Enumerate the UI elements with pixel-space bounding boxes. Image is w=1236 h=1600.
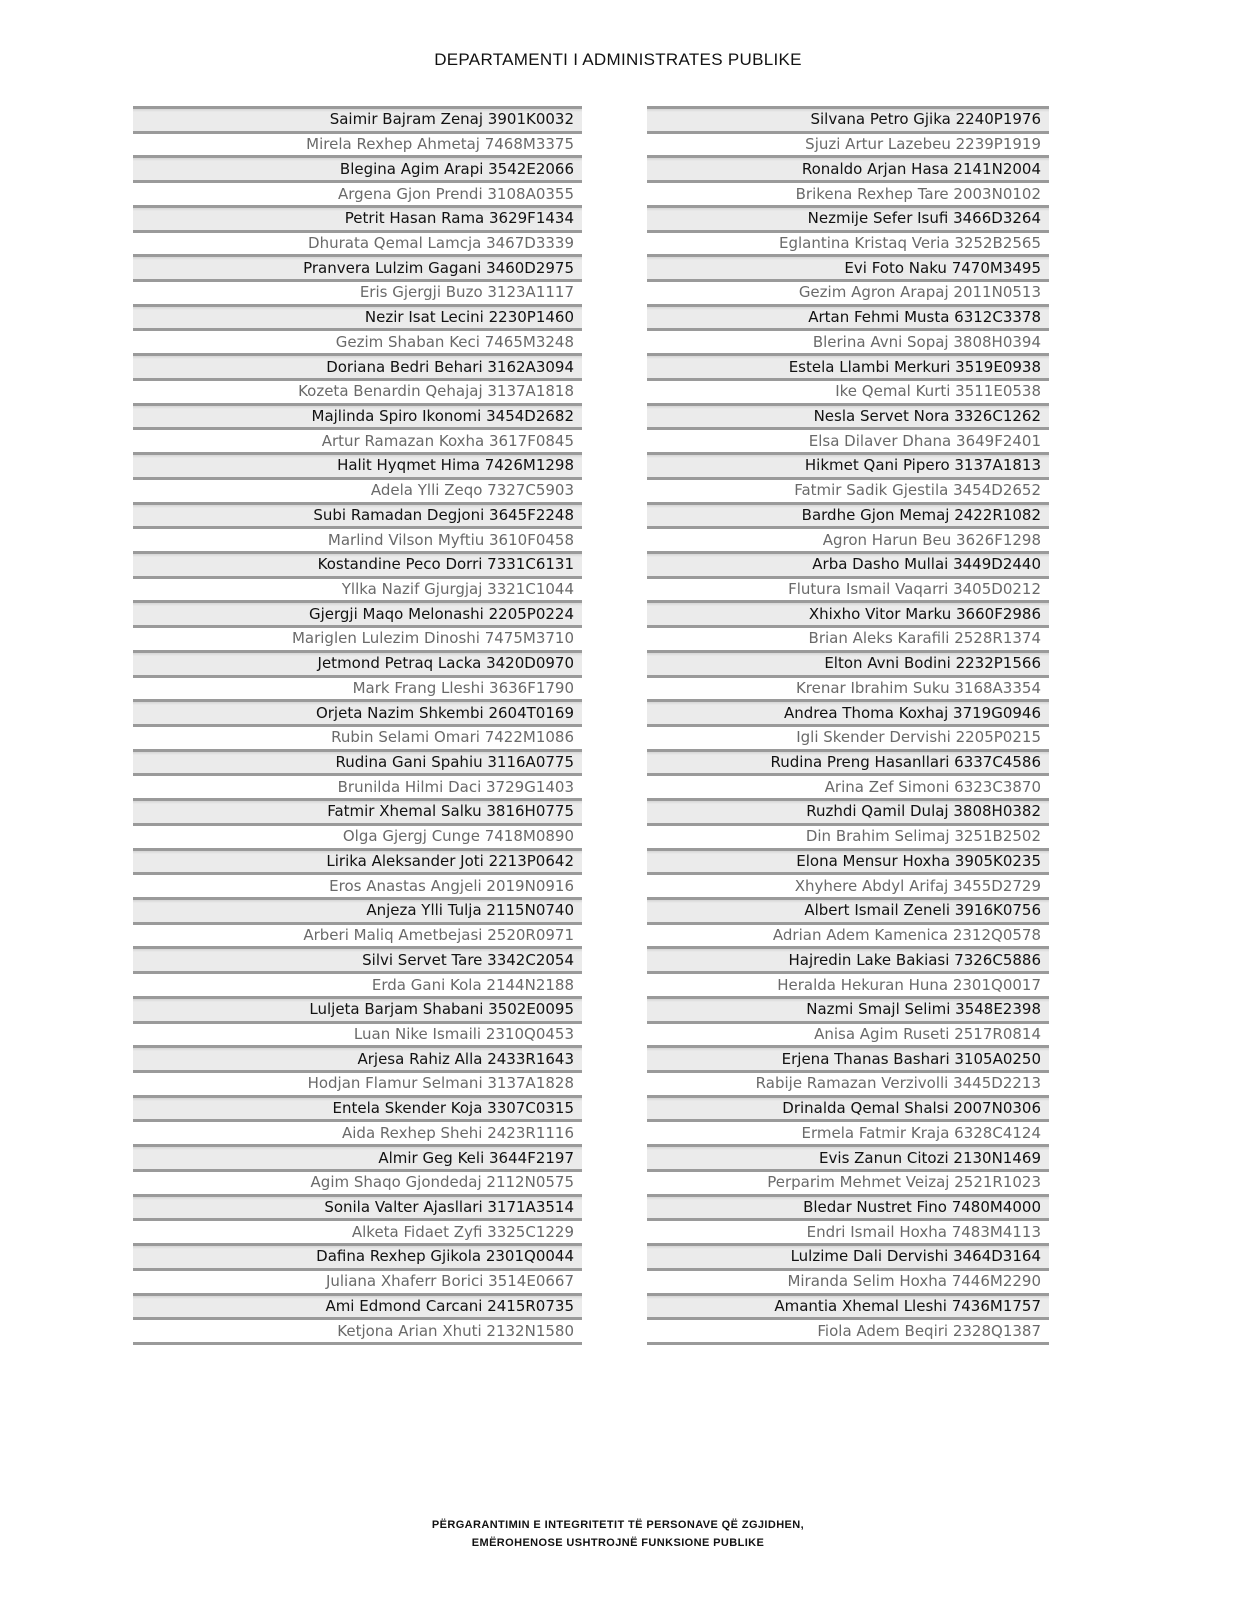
list-item: Olga Gjergj Cunge 7418M0890 — [133, 823, 582, 848]
list-item: Ike Qemal Kurti 3511E0538 — [647, 378, 1049, 403]
list-item: Marlind Vilson Myftiu 3610F0458 — [133, 526, 582, 551]
list-item: Bardhe Gjon Memaj 2422R1082 — [647, 502, 1049, 527]
list-item: Rudina Preng Hasanllari 6337C4586 — [647, 749, 1049, 774]
list-item: Halit Hyqmet Hima 7426M1298 — [133, 452, 582, 477]
list-item: Brian Aleks Karafili 2528R1374 — [647, 625, 1049, 650]
list-item: Rabije Ramazan Verzivolli 3445D2213 — [647, 1070, 1049, 1095]
list-item: Arberi Maliq Ametbejasi 2520R0971 — [133, 922, 582, 947]
list-item: Eglantina Kristaq Veria 3252B2565 — [647, 230, 1049, 255]
list-item: Ketjona Arian Xhuti 2132N1580 — [133, 1317, 582, 1342]
list-item: Dhurata Qemal Lamcja 3467D3339 — [133, 230, 582, 255]
list-item: Hajredin Lake Bakiasi 7326C5886 — [647, 946, 1049, 971]
list-item: Nezmije Sefer Isufi 3466D3264 — [647, 205, 1049, 230]
list-item: Bledar Nustret Fino 7480M4000 — [647, 1194, 1049, 1219]
list-item: Erda Gani Kola 2144N2188 — [133, 971, 582, 996]
list-item: Artan Fehmi Musta 6312C3378 — [647, 304, 1049, 329]
list-item: Dafina Rexhep Gjikola 2301Q0044 — [133, 1243, 582, 1268]
list-item: Mark Frang Lleshi 3636F1790 — [133, 675, 582, 700]
list-item: Aida Rexhep Shehi 2423R1116 — [133, 1119, 582, 1144]
list-item: Evis Zanun Citozi 2130N1469 — [647, 1144, 1049, 1169]
footer-line-1: PËRGARANTIMIN E INTEGRITETIT TË PERSONAVE QË ZGJIDHEN, — [431, 1519, 805, 1531]
list-item: Yllka Nazif Gjurgjaj 3321C1044 — [133, 576, 582, 601]
page-title: DEPARTAMENTI I ADMINISTRATES PUBLIKE — [434, 50, 802, 69]
list-item: Luljeta Barjam Shabani 3502E0095 — [133, 996, 582, 1021]
list-item: Nesla Servet Nora 3326C1262 — [647, 403, 1049, 428]
list-item: Entela Skender Koja 3307C0315 — [133, 1095, 582, 1120]
list-item: Albert Ismail Zeneli 3916K0756 — [647, 897, 1049, 922]
list-item: Elona Mensur Hoxha 3905K0235 — [647, 848, 1049, 873]
list-item: Doriana Bedri Behari 3162A3094 — [133, 353, 582, 378]
list-item: Estela Llambi Merkuri 3519E0938 — [647, 353, 1049, 378]
list-item: Adela Ylli Zeqo 7327C5903 — [133, 477, 582, 502]
footer — [0, 1516, 1236, 1552]
list-item: Ruzhdi Qamil Dulaj 3808H0382 — [647, 798, 1049, 823]
list-item: Anjeza Ylli Tulja 2115N0740 — [133, 897, 582, 922]
list-item: Hikmet Qani Pipero 3137A1813 — [647, 452, 1049, 477]
list-item: Blegina Agim Arapi 3542E2066 — [133, 155, 582, 180]
list-item: Evi Foto Naku 7470M3495 — [647, 254, 1049, 279]
list-item: Andrea Thoma Koxhaj 3719G0946 — [647, 699, 1049, 724]
list-item: Saimir Bajram Zenaj 3901K0032 — [133, 106, 582, 131]
list-item: Adrian Adem Kamenica 2312Q0578 — [647, 922, 1049, 947]
list-item: Eris Gjergji Buzo 3123A1117 — [133, 279, 582, 304]
list-item: Silvana Petro Gjika 2240P1976 — [647, 106, 1049, 131]
list-item: Petrit Hasan Rama 3629F1434 — [133, 205, 582, 230]
list-item: Hodjan Flamur Selmani 3137A1828 — [133, 1070, 582, 1095]
list-item: Flutura Ismail Vaqarri 3405D0212 — [647, 576, 1049, 601]
list-item: Sjuzi Artur Lazebeu 2239P1919 — [647, 131, 1049, 156]
list-item: Juliana Xhaferr Borici 3514E0667 — [133, 1268, 582, 1293]
list-item: Sonila Valter Ajasllari 3171A3514 — [133, 1194, 582, 1219]
list-item: Alketa Fidaet Zyfi 3325C1229 — [133, 1218, 582, 1243]
list-item: Jetmond Petraq Lacka 3420D0970 — [133, 650, 582, 675]
list-item: Ermela Fatmir Kraja 6328C4124 — [647, 1119, 1049, 1144]
list-item: Brikena Rexhep Tare 2003N0102 — [647, 180, 1049, 205]
list-item: Amantia Xhemal Lleshi 7436M1757 — [647, 1293, 1049, 1318]
list-item: Elsa Dilaver Dhana 3649F2401 — [647, 427, 1049, 452]
list-item: Pranvera Lulzim Gagani 3460D2975 — [133, 254, 582, 279]
list-item: Gezim Agron Arapaj 2011N0513 — [647, 279, 1049, 304]
list-item: Miranda Selim Hoxha 7446M2290 — [647, 1268, 1049, 1293]
list-item: Subi Ramadan Degjoni 3645F2248 — [133, 502, 582, 527]
list-item: Lirika Aleksander Joti 2213P0642 — [133, 848, 582, 873]
list-item: Nazmi Smajl Selimi 3548E2398 — [647, 996, 1049, 1021]
list-item: Agron Harun Beu 3626F1298 — [647, 526, 1049, 551]
list-item: Xhyhere Abdyl Arifaj 3455D2729 — [647, 872, 1049, 897]
list-item: Ami Edmond Carcani 2415R0735 — [133, 1293, 582, 1318]
left-name-list — [133, 106, 582, 1345]
list-item: Kozeta Benardin Qehajaj 3137A1818 — [133, 378, 582, 403]
list-item: Endri Ismail Hoxha 7483M4113 — [647, 1218, 1049, 1243]
list-item: Argena Gjon Prendi 3108A0355 — [133, 180, 582, 205]
list-item: Orjeta Nazim Shkembi 2604T0169 — [133, 699, 582, 724]
list-item: Rubin Selami Omari 7422M1086 — [133, 724, 582, 749]
list-item: Gezim Shaban Keci 7465M3248 — [133, 328, 582, 353]
list-item: Artur Ramazan Koxha 3617F0845 — [133, 427, 582, 452]
list-item: Heralda Hekuran Huna 2301Q0017 — [647, 971, 1049, 996]
list-item: Erjena Thanas Bashari 3105A0250 — [647, 1045, 1049, 1070]
list-item: Luan Nike Ismaili 2310Q0453 — [133, 1021, 582, 1046]
list-item: Elton Avni Bodini 2232P1566 — [647, 650, 1049, 675]
list-item: Din Brahim Selimaj 3251B2502 — [647, 823, 1049, 848]
list-item: Kostandine Peco Dorri 7331C6131 — [133, 551, 582, 576]
list-item: Arina Zef Simoni 6323C3870 — [647, 773, 1049, 798]
list-item: Agim Shaqo Gjondedaj 2112N0575 — [133, 1169, 582, 1194]
list-item: Almir Geg Keli 3644F2197 — [133, 1144, 582, 1169]
list-item: Arba Dasho Mullai 3449D2440 — [647, 551, 1049, 576]
list-item: Eros Anastas Angjeli 2019N0916 — [133, 872, 582, 897]
list-item: Lulzime Dali Dervishi 3464D3164 — [647, 1243, 1049, 1268]
list-item: Ronaldo Arjan Hasa 2141N2004 — [647, 155, 1049, 180]
list-item: Anisa Agim Ruseti 2517R0814 — [647, 1021, 1049, 1046]
list-item: Igli Skender Dervishi 2205P0215 — [647, 724, 1049, 749]
right-name-list — [647, 106, 1049, 1345]
list-item: Silvi Servet Tare 3342C2054 — [133, 946, 582, 971]
list-item: Arjesa Rahiz Alla 2433R1643 — [133, 1045, 582, 1070]
list-item: Xhixho Vitor Marku 3660F2986 — [647, 600, 1049, 625]
list-item: Blerina Avni Sopaj 3808H0394 — [647, 328, 1049, 353]
list-item: Fiola Adem Beqiri 2328Q1387 — [647, 1317, 1049, 1342]
list-item: Fatmir Sadik Gjestila 3454D2652 — [647, 477, 1049, 502]
list-item: Perparim Mehmet Veizaj 2521R1023 — [647, 1169, 1049, 1194]
footer-line-2: EMËROHENOSE USHTROJNË FUNKSIONE PUBLIKE — [471, 1537, 765, 1549]
list-item: Drinalda Qemal Shalsi 2007N0306 — [647, 1095, 1049, 1120]
list-item: Majlinda Spiro Ikonomi 3454D2682 — [133, 403, 582, 428]
list-item: Brunilda Hilmi Daci 3729G1403 — [133, 773, 582, 798]
list-item: Fatmir Xhemal Salku 3816H0775 — [133, 798, 582, 823]
list-item: Mariglen Lulezim Dinoshi 7475M3710 — [133, 625, 582, 650]
list-item: Nezir Isat Lecini 2230P1460 — [133, 304, 582, 329]
list-item: Rudina Gani Spahiu 3116A0775 — [133, 749, 582, 774]
list-item: Mirela Rexhep Ahmetaj 7468M3375 — [133, 131, 582, 156]
list-item: Gjergji Maqo Melonashi 2205P0224 — [133, 600, 582, 625]
list-item: Krenar Ibrahim Suku 3168A3354 — [647, 675, 1049, 700]
